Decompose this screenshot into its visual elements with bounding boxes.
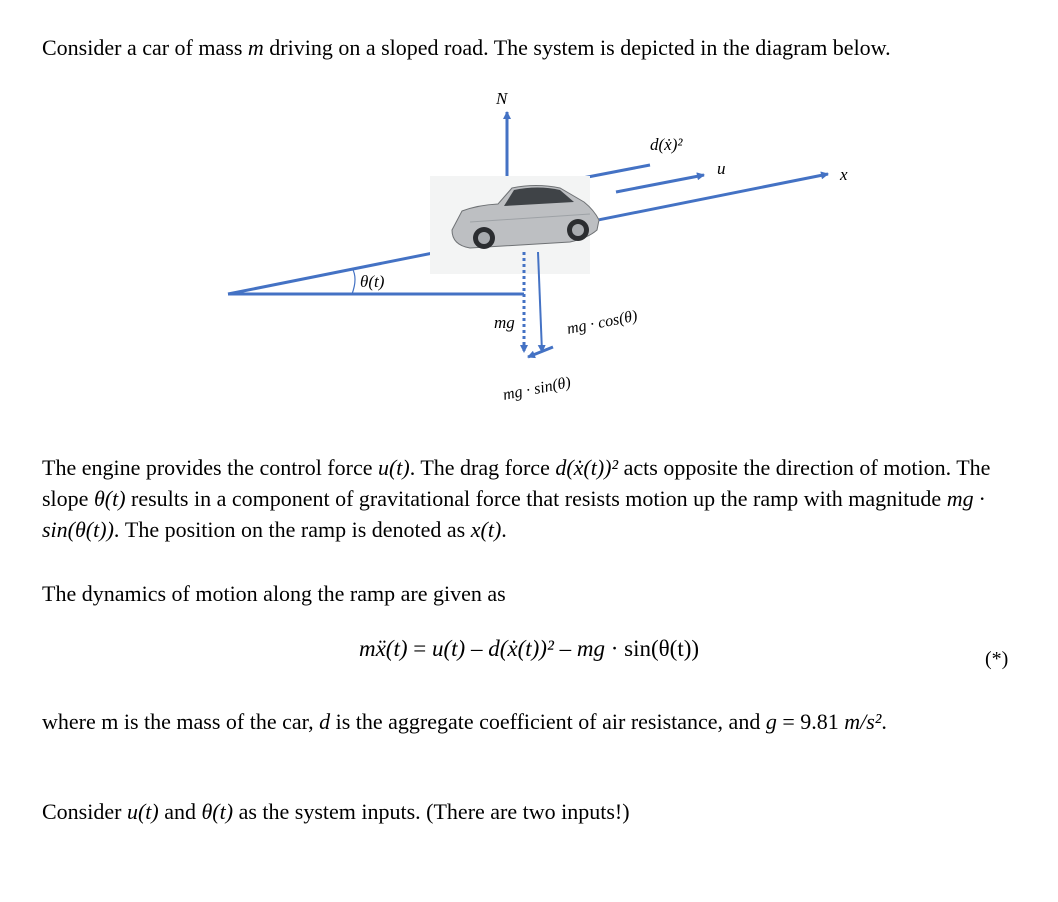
eq-minus-2: – <box>553 636 577 661</box>
p4-text-2: is the aggregate coefficient of air resistance, and <box>330 709 766 734</box>
p4-drag-coef: d <box>319 709 331 734</box>
position-axis-label: x <box>840 165 848 184</box>
p2-text-1: The engine provides the control force <box>42 455 378 480</box>
description-paragraph <box>42 452 1032 545</box>
p4-text-1: where m is the mass of the car, <box>42 709 320 734</box>
dynamics-intro: The dynamics of motion along the ramp are given as <box>42 581 506 606</box>
p4-text-4: . <box>881 709 887 734</box>
control-force-label: u <box>717 159 726 178</box>
theta-angle-arc <box>352 268 355 294</box>
dynamics-equation <box>0 636 1058 662</box>
eq-mg: mg <box>576 636 605 661</box>
p4-gravity-symbol: g <box>765 709 777 734</box>
inputs-paragraph <box>42 796 1032 827</box>
p2-drag-symbol: d(ẋ(t))² <box>555 455 619 480</box>
p2-text-4: results in a component of gravitational force that resists motion up the ramp with magnitude <box>125 486 947 511</box>
p4-text-3: = 9.81 <box>776 709 845 734</box>
eq-lhs: mẍ(t) <box>358 636 408 661</box>
p2-position-symbol: x(t) <box>470 517 502 542</box>
p5-text-1: Consider <box>42 799 127 824</box>
p5-theta-symbol: θ(t) <box>201 799 234 824</box>
eq-sin: sin(θ(t)) <box>624 636 700 661</box>
normal-force-label: N <box>496 89 508 108</box>
mg-label: mg <box>494 313 515 332</box>
p4-unit: m/s² <box>844 709 882 734</box>
p2-mg-sin-symbol: mg · sin(θ(t)) <box>42 486 985 542</box>
p2-theta-symbol: θ(t) <box>93 486 126 511</box>
p2-text-6: . <box>501 517 507 542</box>
intro-mass-symbol: m <box>247 35 264 60</box>
p5-text-3: as the system inputs. (There are two inputs!) <box>233 799 630 824</box>
intro-text-1: Consider a car of mass <box>42 35 248 60</box>
p2-text-3: acts opposite the direction of motion. The slope <box>42 455 991 511</box>
intro-paragraph <box>42 32 1032 63</box>
p2-text-5: . The position on the ramp is denoted as <box>113 517 471 542</box>
p2-text-2: . The drag force <box>409 455 556 480</box>
equation-label: (*) <box>985 648 1009 670</box>
p5-control-symbol: u(t) <box>126 799 159 824</box>
mg-cos-label: mg · cos(θ) <box>565 307 639 338</box>
definitions-paragraph <box>42 706 1032 737</box>
eq-minus-1: – <box>465 636 489 661</box>
eq-dot: · <box>604 636 625 661</box>
mg-sin-arrow <box>528 347 553 357</box>
drag-force-label: d(ẋ)² <box>650 135 683 154</box>
intro-text-2: driving on a sloped road. The system is depicted in the diagram below. <box>263 35 891 60</box>
car-image <box>430 176 599 274</box>
theta-label: θ(t) <box>360 272 385 291</box>
control-force-arrow <box>616 175 704 192</box>
force-diagram <box>0 80 1058 500</box>
p2-control-symbol: u(t) <box>377 455 410 480</box>
eq-drag: d(ẋ(t))² <box>488 636 554 661</box>
eq-equals: = <box>407 636 432 661</box>
p5-text-2: and <box>158 799 202 824</box>
eq-control: u(t) <box>431 636 466 661</box>
mg-sin-label: mg · sin(θ) <box>501 374 573 404</box>
